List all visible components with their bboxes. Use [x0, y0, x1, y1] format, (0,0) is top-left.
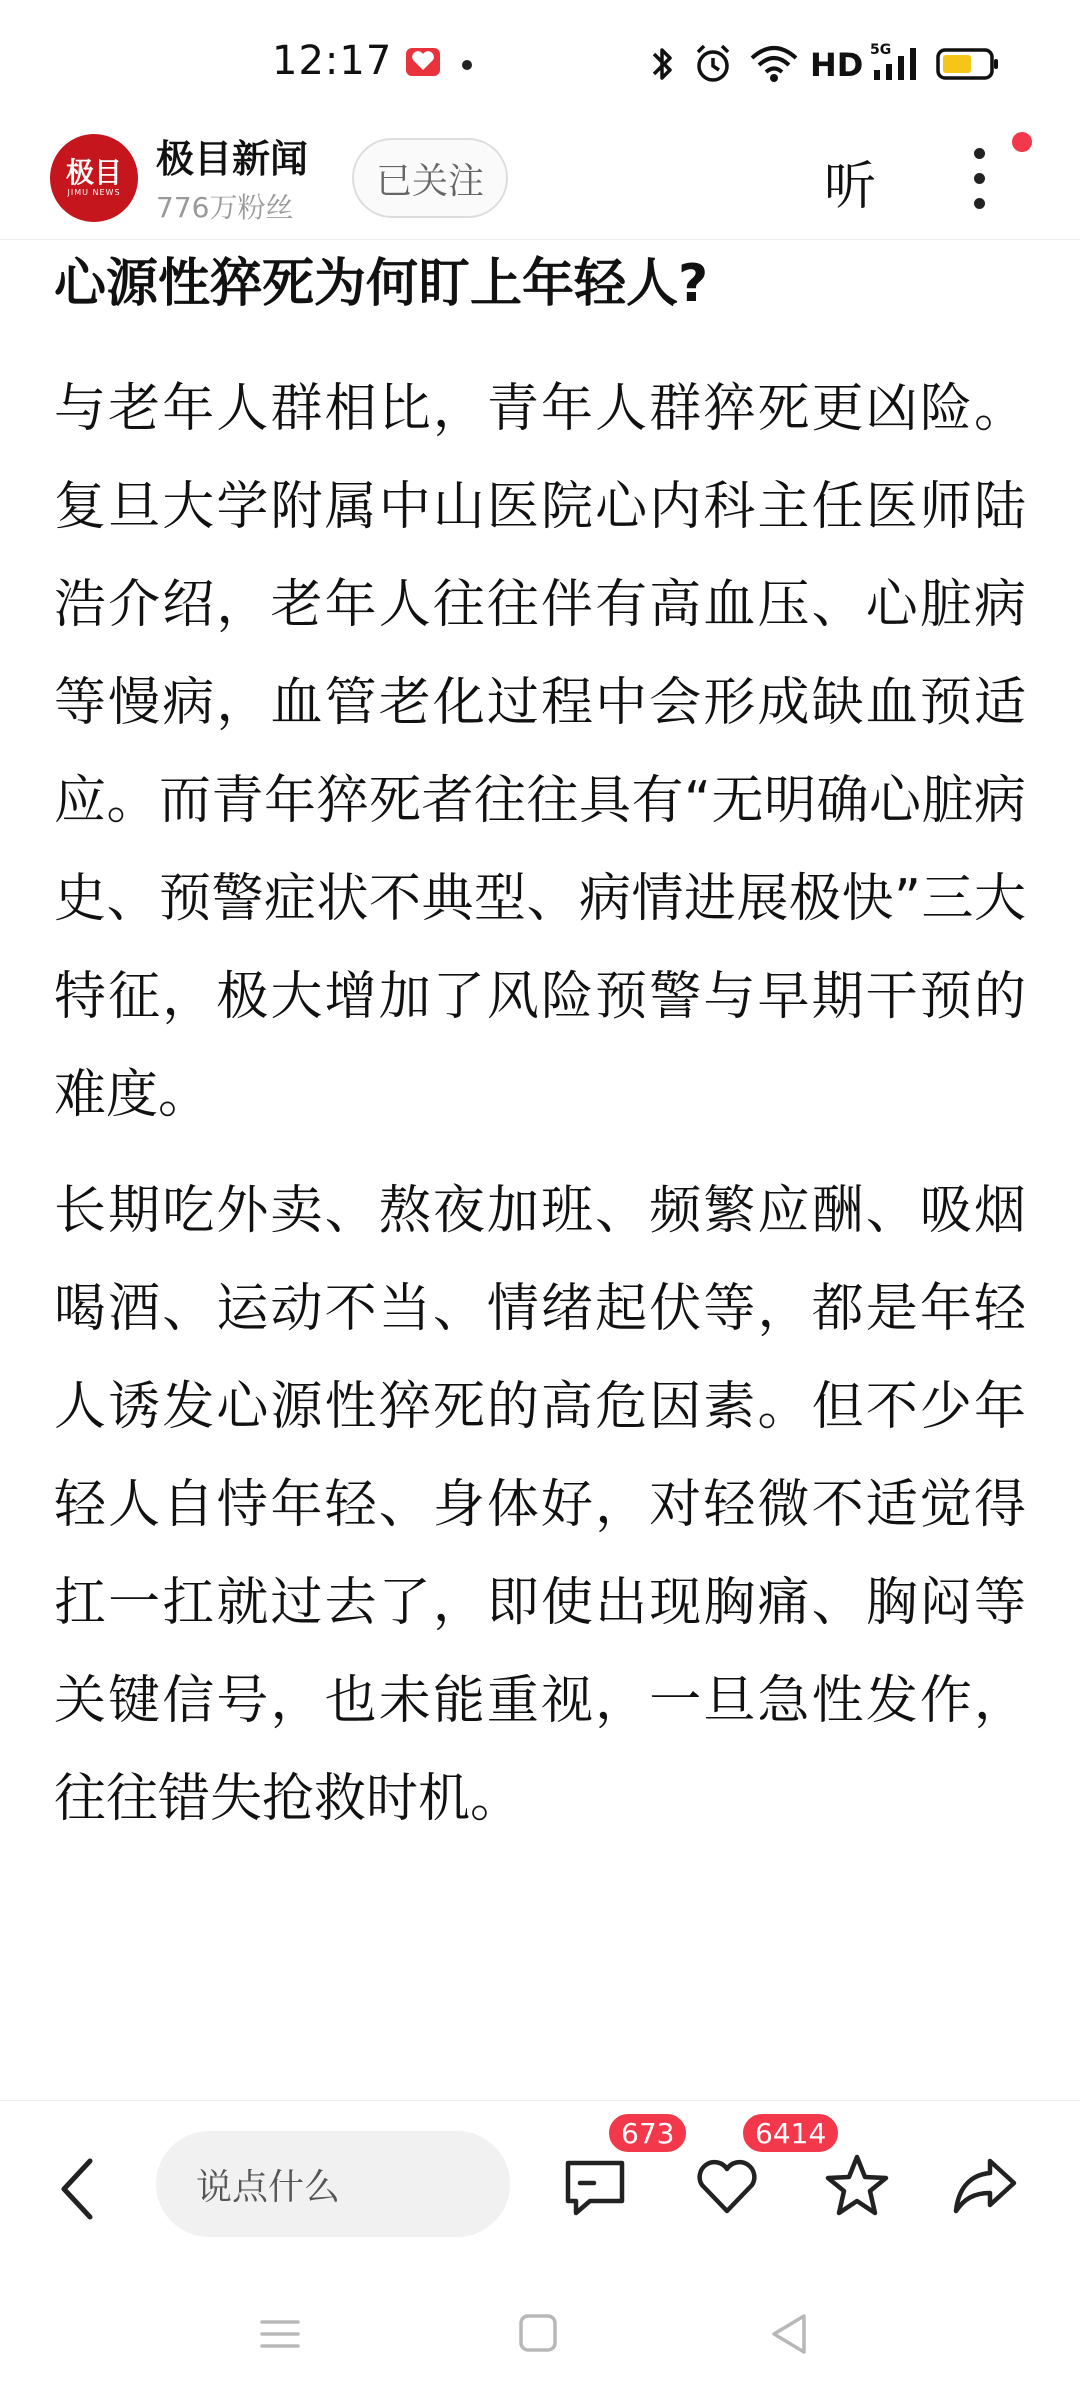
back-chevron-icon[interactable]: [54, 2153, 104, 2225]
logo-text: 极目: [65, 156, 122, 189]
share-arrow-icon[interactable]: [950, 2151, 1020, 2221]
like-count-badge: 6414: [740, 2111, 841, 2155]
logo-subtext: JIMU NEWS: [67, 188, 121, 197]
notification-dot: [462, 60, 472, 70]
battery-icon: [936, 40, 1000, 88]
section-heading: 心源性猝死为何盯上年轻人?: [54, 254, 709, 314]
comment-input[interactable]: 说点什么: [156, 2131, 510, 2237]
channel-name[interactable]: 极目新闻: [156, 137, 309, 181]
channel-logo[interactable]: [50, 134, 138, 222]
article-paragraph: 长期吃外卖、熬夜加班、频繁应酬、吸烟喝酒、运动不当、情绪起伏等，都是年轻人诱发心源性猝死的高危因素。但不少年轻人自恃年轻、身体好，对轻微不适觉得扛一扛就过去了，即使出现胸痛、胸闷等关键信号，也未能重视，一旦急性发作，往往错失抢救时机。: [54, 1181, 1026, 1829]
article-paragraph: 与老年人群相比，青年人群猝死更凶险。复旦大学附属中山医院心内科主任医师陆浩介绍，老年人往往伴有高血压、心脏病等慢病，血管老化过程中会形成缺血预适应。而青年猝死者往往具有“无明确心脏病史、预警症状不典型、病情进展极快”三大特征，极大增加了风险预警与早期干预的难度。: [54, 379, 1026, 1125]
more-dot-icon: [974, 198, 985, 209]
listen-button[interactable]: 听: [824, 157, 877, 217]
comment-bubble-icon[interactable]: [560, 2151, 630, 2221]
heart-icon[interactable]: [692, 2151, 762, 2221]
triangle-back-icon[interactable]: [760, 2306, 820, 2362]
comment-count-badge: 673: [606, 2111, 689, 2155]
bluetooth-icon: [648, 40, 678, 88]
status-time: 12:17: [272, 38, 393, 84]
cellular-signal-icon: [870, 40, 922, 88]
app-notification-icon: [404, 44, 442, 82]
menu-icon[interactable]: [250, 2306, 310, 2362]
bottom-action-bar: [0, 2100, 1080, 2260]
channel-fans: 776万粉丝: [156, 191, 294, 224]
square-home-icon[interactable]: [508, 2306, 568, 2362]
star-icon[interactable]: [822, 2151, 892, 2221]
more-dot-icon: [974, 148, 985, 159]
wifi-icon: [748, 40, 800, 88]
more-dot-icon: [974, 173, 985, 184]
unread-badge-dot: [1012, 132, 1032, 152]
network-type-label: HD: [810, 46, 864, 84]
article-header: [0, 120, 1080, 240]
more-options-button[interactable]: [960, 144, 1000, 214]
article-body: [54, 248, 1026, 1848]
follow-button[interactable]: 已关注: [352, 138, 508, 218]
svg-text:5G: 5G: [870, 42, 892, 58]
alarm-icon: [692, 40, 734, 88]
status-bar: [0, 0, 1080, 130]
system-nav-bar: [0, 2260, 1080, 2400]
